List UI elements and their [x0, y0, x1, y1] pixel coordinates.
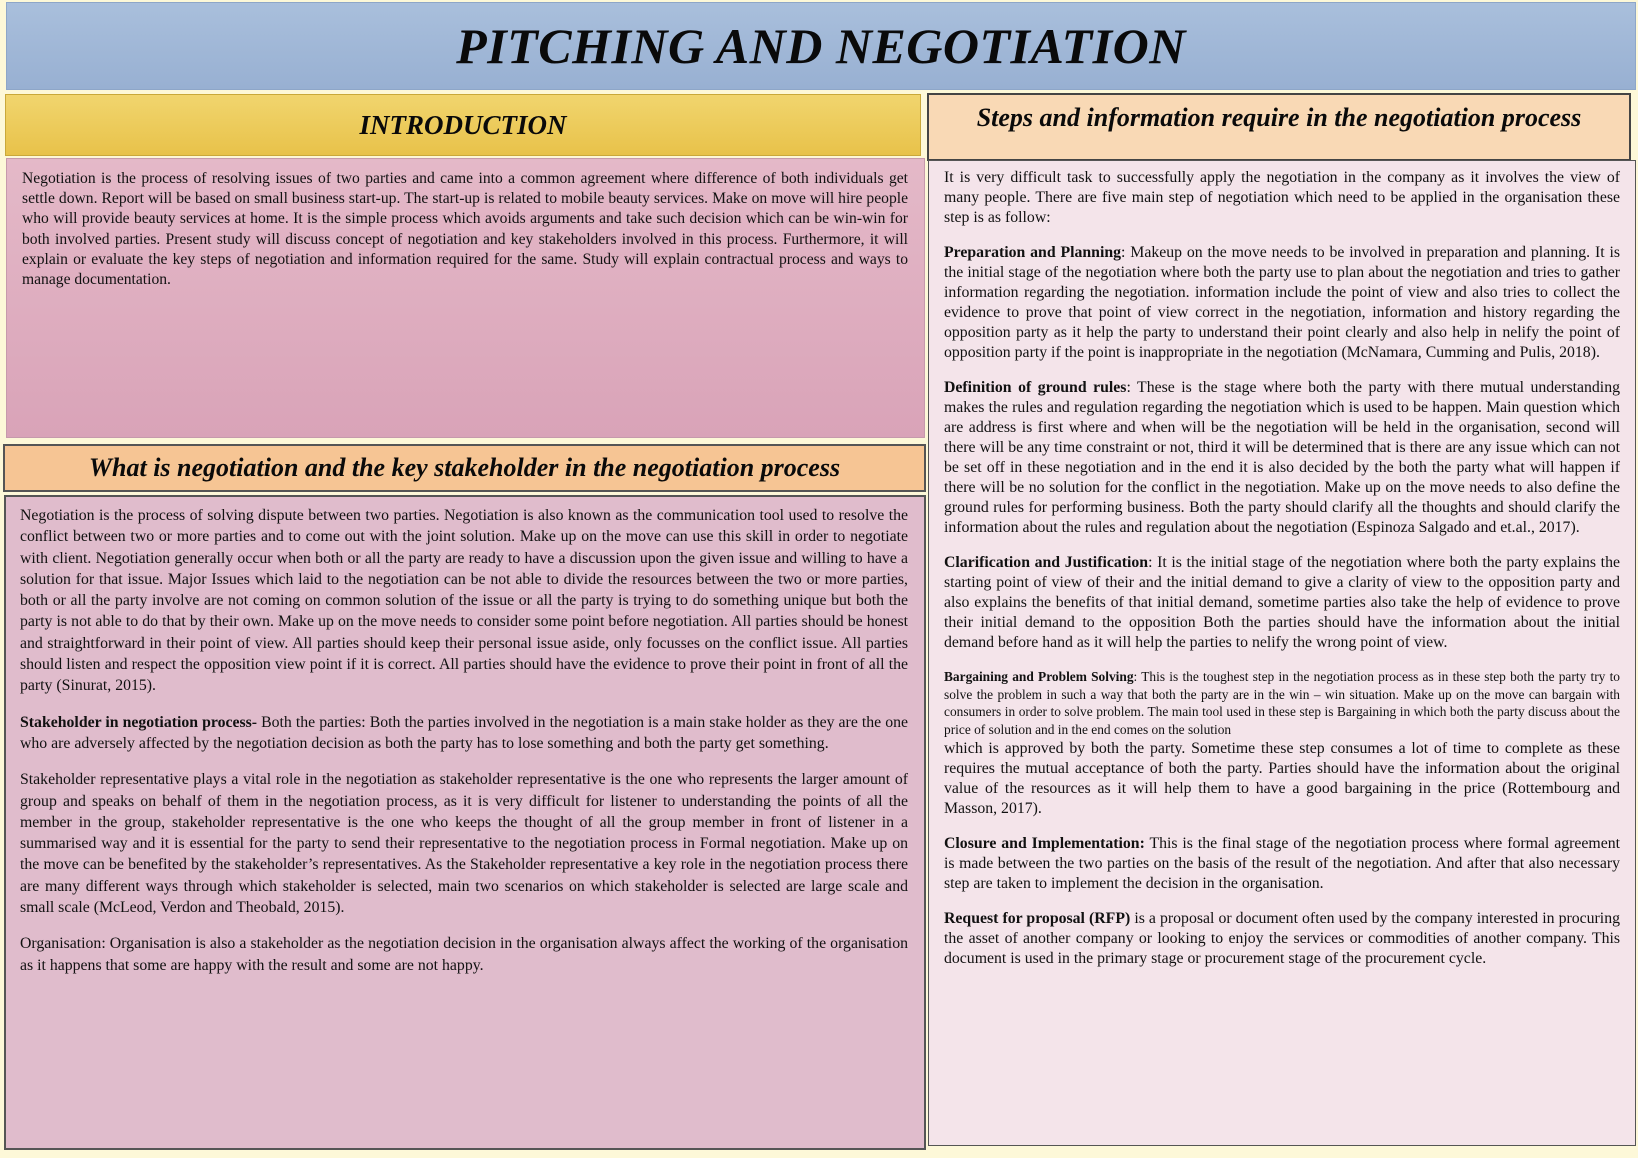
- step-closure-label: Closure and Implementation:: [944, 834, 1145, 852]
- step-preparation: [944, 243, 1620, 363]
- step-ground-rules: [944, 378, 1620, 538]
- steps-header: [927, 93, 1631, 161]
- stakeholder-paragraph-3: Stakeholder representative plays a vital role in the negotiation as stakeholder representative is the one who represents the larger amount of group and speaks on behalf of them in the negotiation process, as it is very difficult for listener to understanding the points of all the member in the group, stakeholder representative is the one who keeps the thought of all the group member in front of listener in a summarised way and it is essential for the party to send their representative to the negotiation process in Formal negotiation. Make up on the move can be benefited by the stakeholder’s representatives. As the Stakeholder representative a key role in the negotiation process there are many different ways through which stakeholder is selected, main two scenarios on which stakeholder is selected are large scale and small scale (McLeod, Verdon and Theobald, 2015).: [20, 771, 908, 917]
- step-clarification-text: : It is the initial stage of the negotiation where both the party explains the starting point of view of their and the initial demand to give a clarity of view to the opposition party and also explains the benefits of that initial demand, sometime parties also take the help of evidence to prove their initial demand to the opposition Both the parties should have the information about the initial demand before hand as it will help the parties to nelify the wrong point of view.: [944, 554, 1620, 651]
- introduction-text: Negotiation is the process of resolving issues of two parties and came into a common agreement where difference of both individuals get settle down. Report will be based on small business start-up. The start-up is related to mobile beauty services. Make on move will hire people who will provide beauty services at home. It is the simple process which avoids arguments and take such decision which can be win-win for both involved parties. Present study will discuss concept of negotiation and key stakeholders involved in this process. Furthermore, it will explain or evaluate the key steps of negotiation and information required for the same. Study will explain contractual process and ways to manage documentation.: [22, 170, 908, 289]
- step-bargaining-text: : This is the toughest step in the negotiation process as in these step both the party try to solve the problem in such a way that both the party are in the win – win situation. Make up on the move can bargain with consumers in order to solve problem. The main tool used in these step is Bargaining in which both the party discuss about the price of solution and in the end comes on the solution: [944, 669, 1620, 738]
- step-closure: [944, 834, 1620, 894]
- introduction-header: [5, 94, 921, 156]
- step-bargaining: [944, 668, 1620, 739]
- step-closure-text: This is the final stage of the negotiation process where formal agreement is made between the two parties on the basis of the result of the negotiation. And after that also necessary step are taken to implement the decision in the organisation.: [944, 834, 1620, 892]
- steps-panel: [928, 160, 1636, 1146]
- step-ground-rules-label: Definition of ground rules: [944, 379, 1127, 396]
- stakeholder-header: [3, 444, 926, 492]
- step-clarification-label: Clarification and Justification: [944, 554, 1149, 571]
- rfp-paragraph: [944, 909, 1620, 969]
- introduction-heading: INTRODUCTION: [359, 109, 567, 140]
- stakeholder-label: Stakeholder in negotiation process-: [20, 713, 258, 731]
- stakeholder-paragraph-4: Organisation: Organisation is also a stakeholder as the negotiation decision in the organisation always affect the working of the organisation as it happens that some are happy with the result and some are not happy.: [20, 935, 908, 974]
- step-bargaining-continued: which is approved by both the party. Sometime these step consumes a lot of time to complete as these requires the mutual acceptance of both the party. Parties should have the information about the original value of the resources as it will help them to have a good bargaining in the price (Rottembourg and Masson, 2017).: [944, 739, 1620, 817]
- stakeholder-panel: [4, 495, 926, 1150]
- step-ground-rules-text: : These is the stage where both the party with there mutual understanding makes the rules and regulation regarding the negotiation which is used to be happen. Main question which are address is first where and when will be the negotiation will be held in the organisation, second will there will be any time constraint or not, third it will be determined that is there are any issue which can not be set off in these negotiation and in the end it is also decided by the both the party what will happen if there will be no solution for the conflict in the negotiation. Make up on the move needs to also define the ground rules for performing business. Both the party should clarify all the thoughts and should clarify the information about the rules and regulation about the negotiation (Espinoza Salgado and et.al., 2017).: [944, 379, 1620, 536]
- rfp-label: Request for proposal (RFP): [944, 909, 1131, 927]
- step-bargaining-label: Bargaining and Problem Solving: [944, 669, 1134, 684]
- steps-heading: Steps and information require in the negotiation process: [976, 103, 1582, 132]
- stakeholder-paragraph-2: [20, 712, 908, 755]
- title-banner: [6, 2, 1636, 90]
- page-title: PITCHING AND NEGOTIATION: [456, 18, 1186, 74]
- step-preparation-text: : Makeup on the move needs to be involved in preparation and planning. It is the initial stage of the negotiation where both the party use to plan about the negotiation and tries to gather information regarding the negotiation. information include the point of view and also tries to collect the evidence to prove that point of view correct in the negotiation, information and history regarding the opposition party as it help the party to understand their point clearly and also help in nelify the point of opposition party if the point is inappropriate in the negotiation (McNamara, Cumming and Pulis, 2018).: [944, 244, 1620, 361]
- rfp-text: is a proposal or document often used by the company interested in procuring the asset of another company or looking to enjoy the services or commodities of another company. This document is used in the primary stage or procurement stage of the procurement cycle.: [944, 909, 1620, 967]
- stakeholder-paragraph-2-text: Both the parties: Both the parties involved in the negotiation is a main stake holder as they are the one who are adversely affected by the negotiation decision as both the party has to lose something and both the party get something.: [20, 713, 908, 752]
- step-preparation-label: Preparation and Planning: [944, 244, 1122, 261]
- stakeholder-heading: What is negotiation and the key stakeholder in the negotiation process: [88, 453, 841, 482]
- stakeholder-paragraph-1: Negotiation is the process of solving dispute between two parties. Negotiation is also known as the communication tool used to resolve the conflict between two or more parties and to come out with the joint solution. Make up on the move can use this skill in order to negotiate with client. Negotiation generally occur when both or all the party are ready to have a discussion upon the given issue and willing to have a solution for that issue. Major Issues which laid to the negotiation can be not able to divide the resources between the two or more parties, both or all the party involve are not coming on common solution of the issue or all the party is trying to do something unique but both the party is not able to do that by their own. Make up on the move needs to consider some point before negotiation. All parties should be honest and straightforward in their point of view. All parties should keep their personal issue aside, only focusses on the conflict issue. All parties should listen and respect the opposition view point if it is correct. All parties should have the evidence to prove their point in front of all the party (Sinurat, 2015).: [20, 507, 908, 695]
- step-clarification: [944, 553, 1620, 653]
- steps-intro: It is very difficult task to successfully apply the negotiation in the company as it involves the view of many people. There are five main step of negotiation which need to be applied in the organisation these step is as follow:: [944, 169, 1620, 226]
- introduction-panel: [6, 158, 925, 438]
